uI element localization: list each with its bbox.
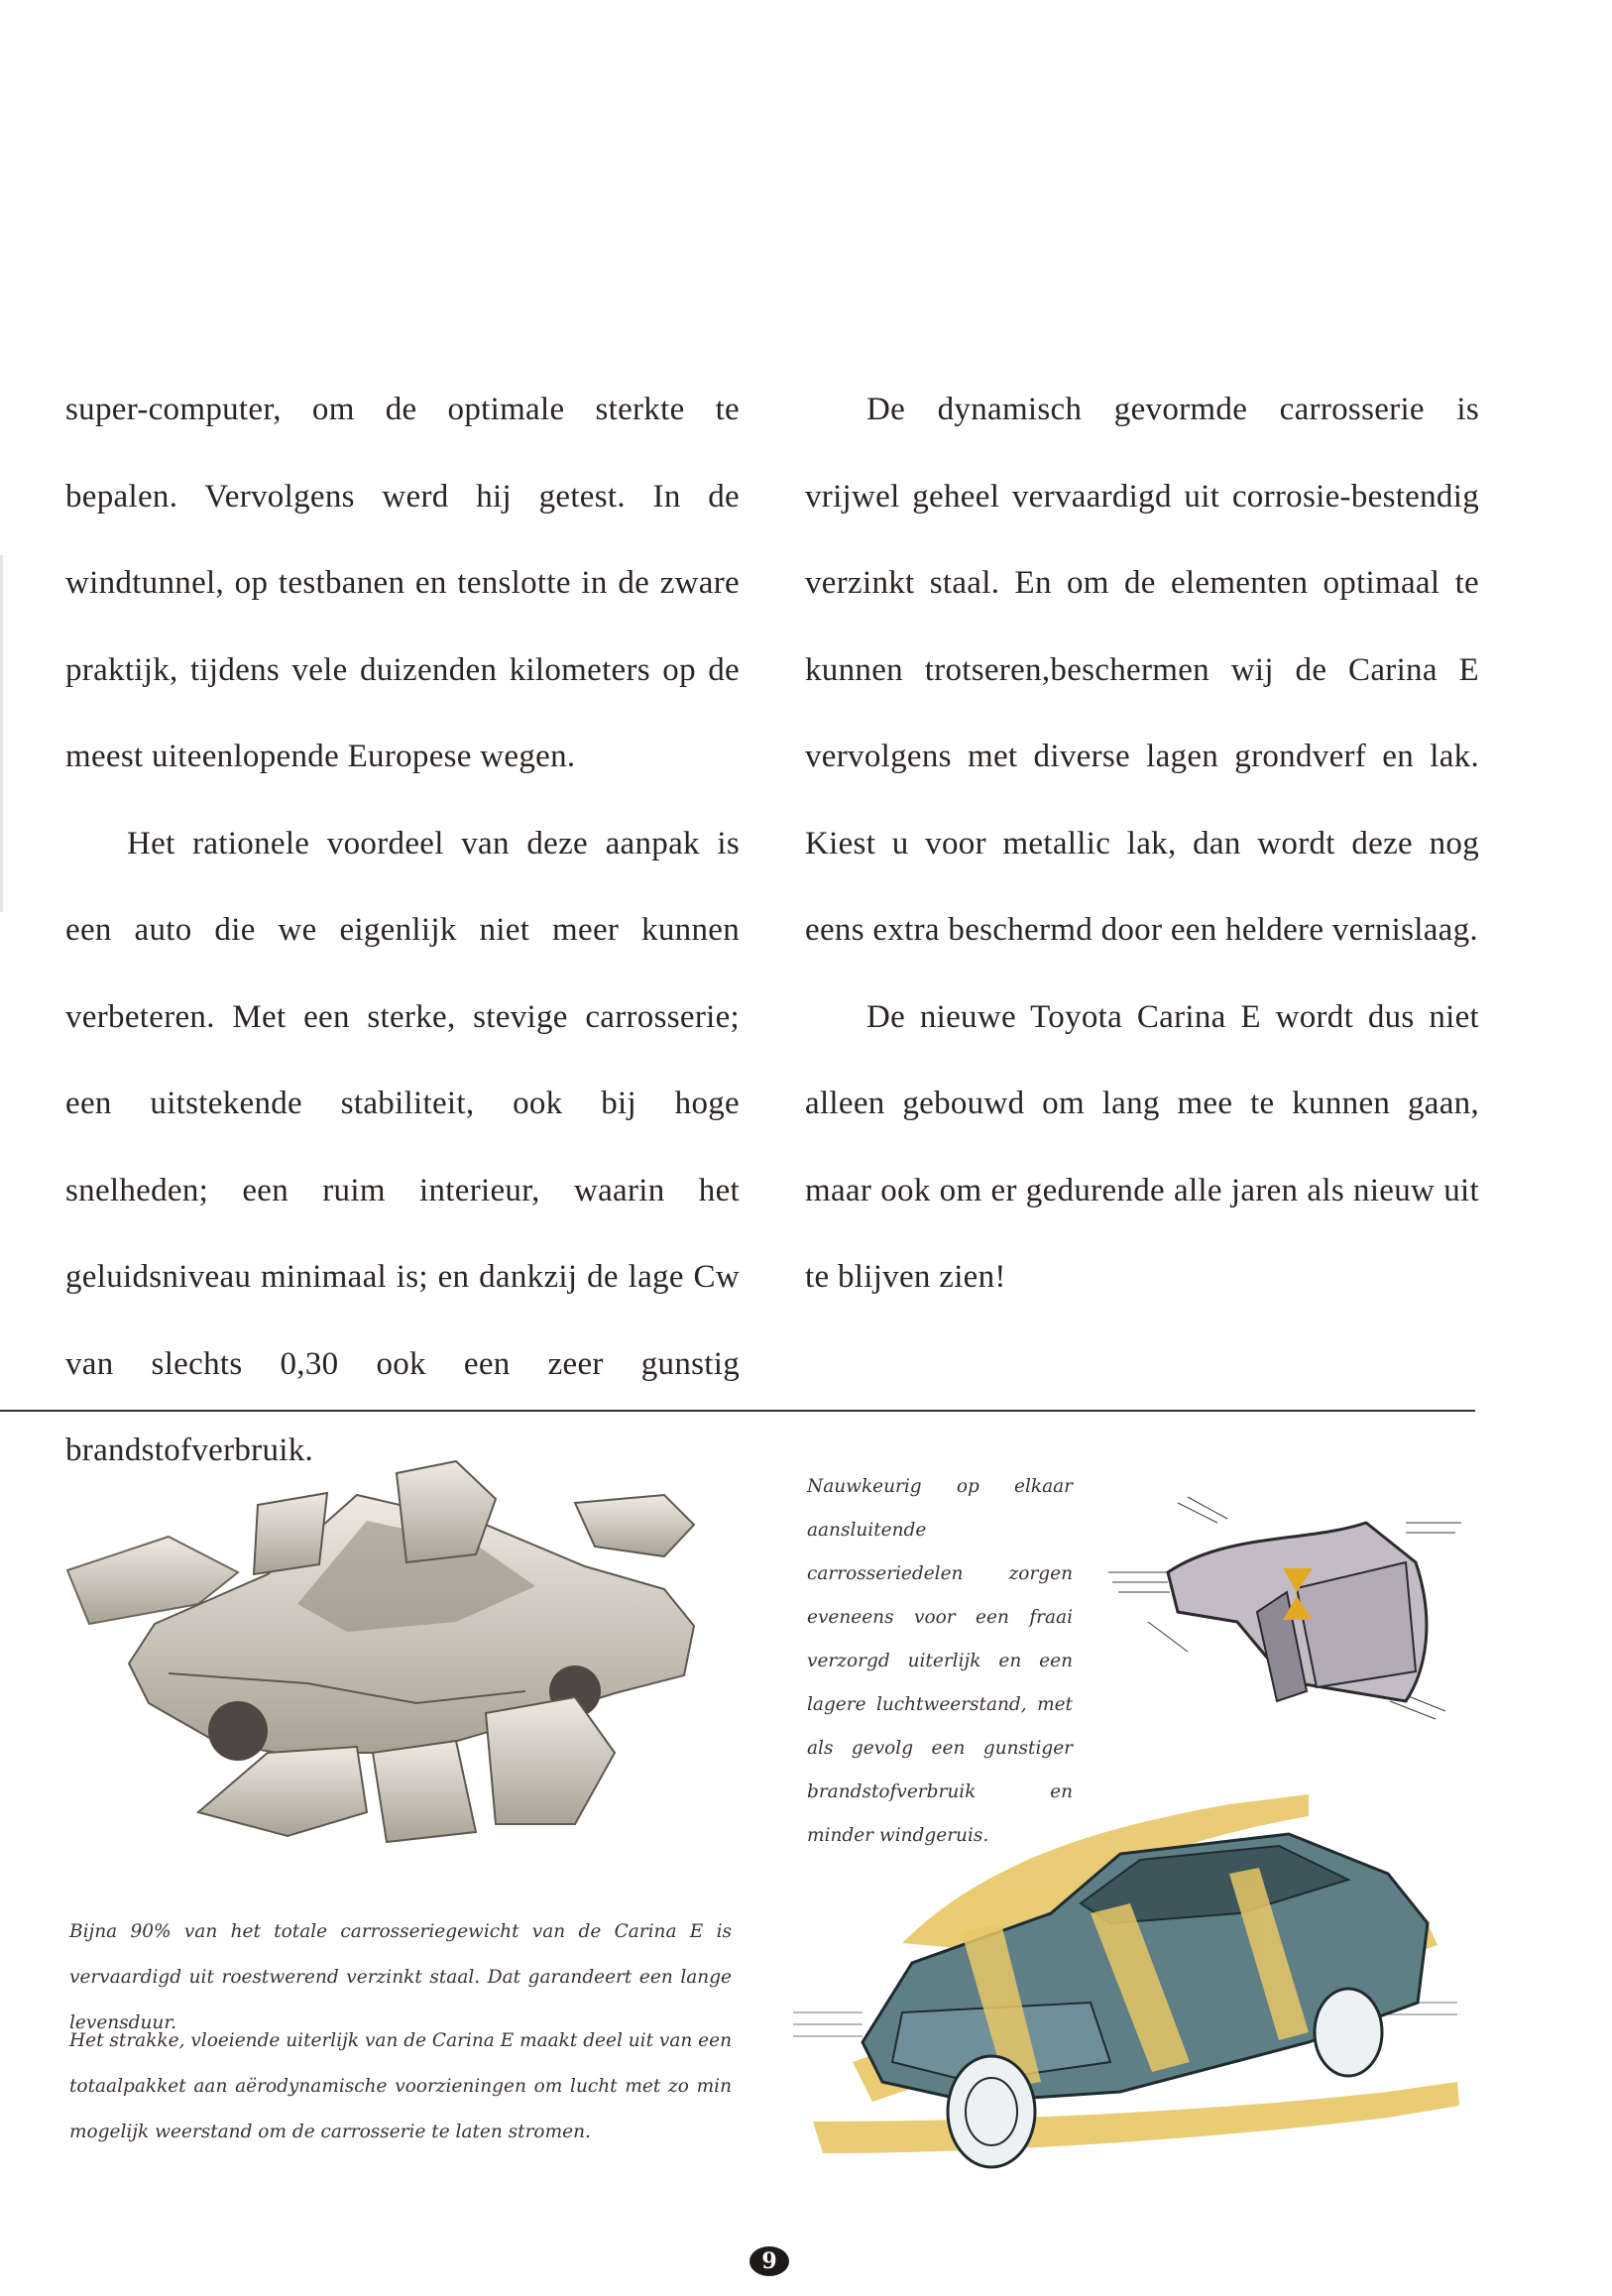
caption-aerodynamics: Het strakke, vloeiende uiterlijk van de Carina E maakt deel uit van een totaalpakket aan aërodynamische voorzieningen om lucht met zo min mogelijk weerstand om de carrosserie te laten stromen. bbox=[69, 2030, 732, 2142]
paragraph: De dynamisch gevormde carrosserie is vrijwel geheel vervaardigd uit corrosie-bestendig verzinkt staal. En om de elementen optimaal te kunnen trotseren,beschermen wij de Carina E vervolgens met diverse lagen grondverf en lak. Kiest u voor metallic lak, dan wordt deze nog eens extra beschermd door een heldere vernislaag. bbox=[805, 392, 1479, 948]
paragraph: Het rationele voordeel van deze aanpak is een auto die we eigenlijk niet meer kunnen verbeteren. Met een sterke, stevige carrosserie; een uitstekende stabiliteit, ook bij hoge snelheden; een ruim interieur, waarin het geluidsniveau minimaal is; en dankzij de lage Cw van slechts 0,30 ook een zeer gunstig brandstofverbruik. bbox=[65, 825, 740, 1468]
fender-panel bbox=[198, 1747, 367, 1836]
trunk-lid-panel bbox=[575, 1495, 694, 1556]
scan-edge bbox=[0, 555, 3, 912]
article-column-left bbox=[65, 367, 740, 1495]
exploded-car-body-illustration bbox=[59, 1455, 714, 1852]
article-column-right bbox=[805, 367, 1479, 1321]
section-divider bbox=[0, 1410, 1475, 1412]
page-number: 9 bbox=[749, 2246, 789, 2276]
caption-panel-joints: Nauwkeurig op elkaar aansluitende carrosseriedelen zorgen eveneens voor een fraai verzorgd uiterlijk en een lagere luchtweerstand, met als gevolg een gunstiger brandstofverbruik en minder windgeruis. bbox=[807, 1476, 1073, 1846]
paragraph: super-computer, om de optimale sterkte te bepalen. Vervolgens werd hij getest. In de windtunnel, op testbanen en tenslotte in de zware praktijk, tijdens vele duizenden kilometers op de meest uiteenlopende Europese wegen. bbox=[65, 392, 740, 774]
caption-zinc-steel: Bijna 90% van het totale carrosseriegewicht van de Carina E is vervaardigd uit roestwerend verzinkt staal. Dat garandeert een lange levensduur. bbox=[69, 1921, 732, 2033]
front-door-panel bbox=[254, 1493, 327, 1574]
paragraph: De nieuwe Toyota Carina E wordt dus niet alleen gebouwd om lang mee te kunnen gaan, maar ook om er gedurende alle jaren als nieuw uit te blijven zien! bbox=[805, 998, 1479, 1295]
panel-joint-illustration bbox=[1108, 1493, 1465, 1721]
